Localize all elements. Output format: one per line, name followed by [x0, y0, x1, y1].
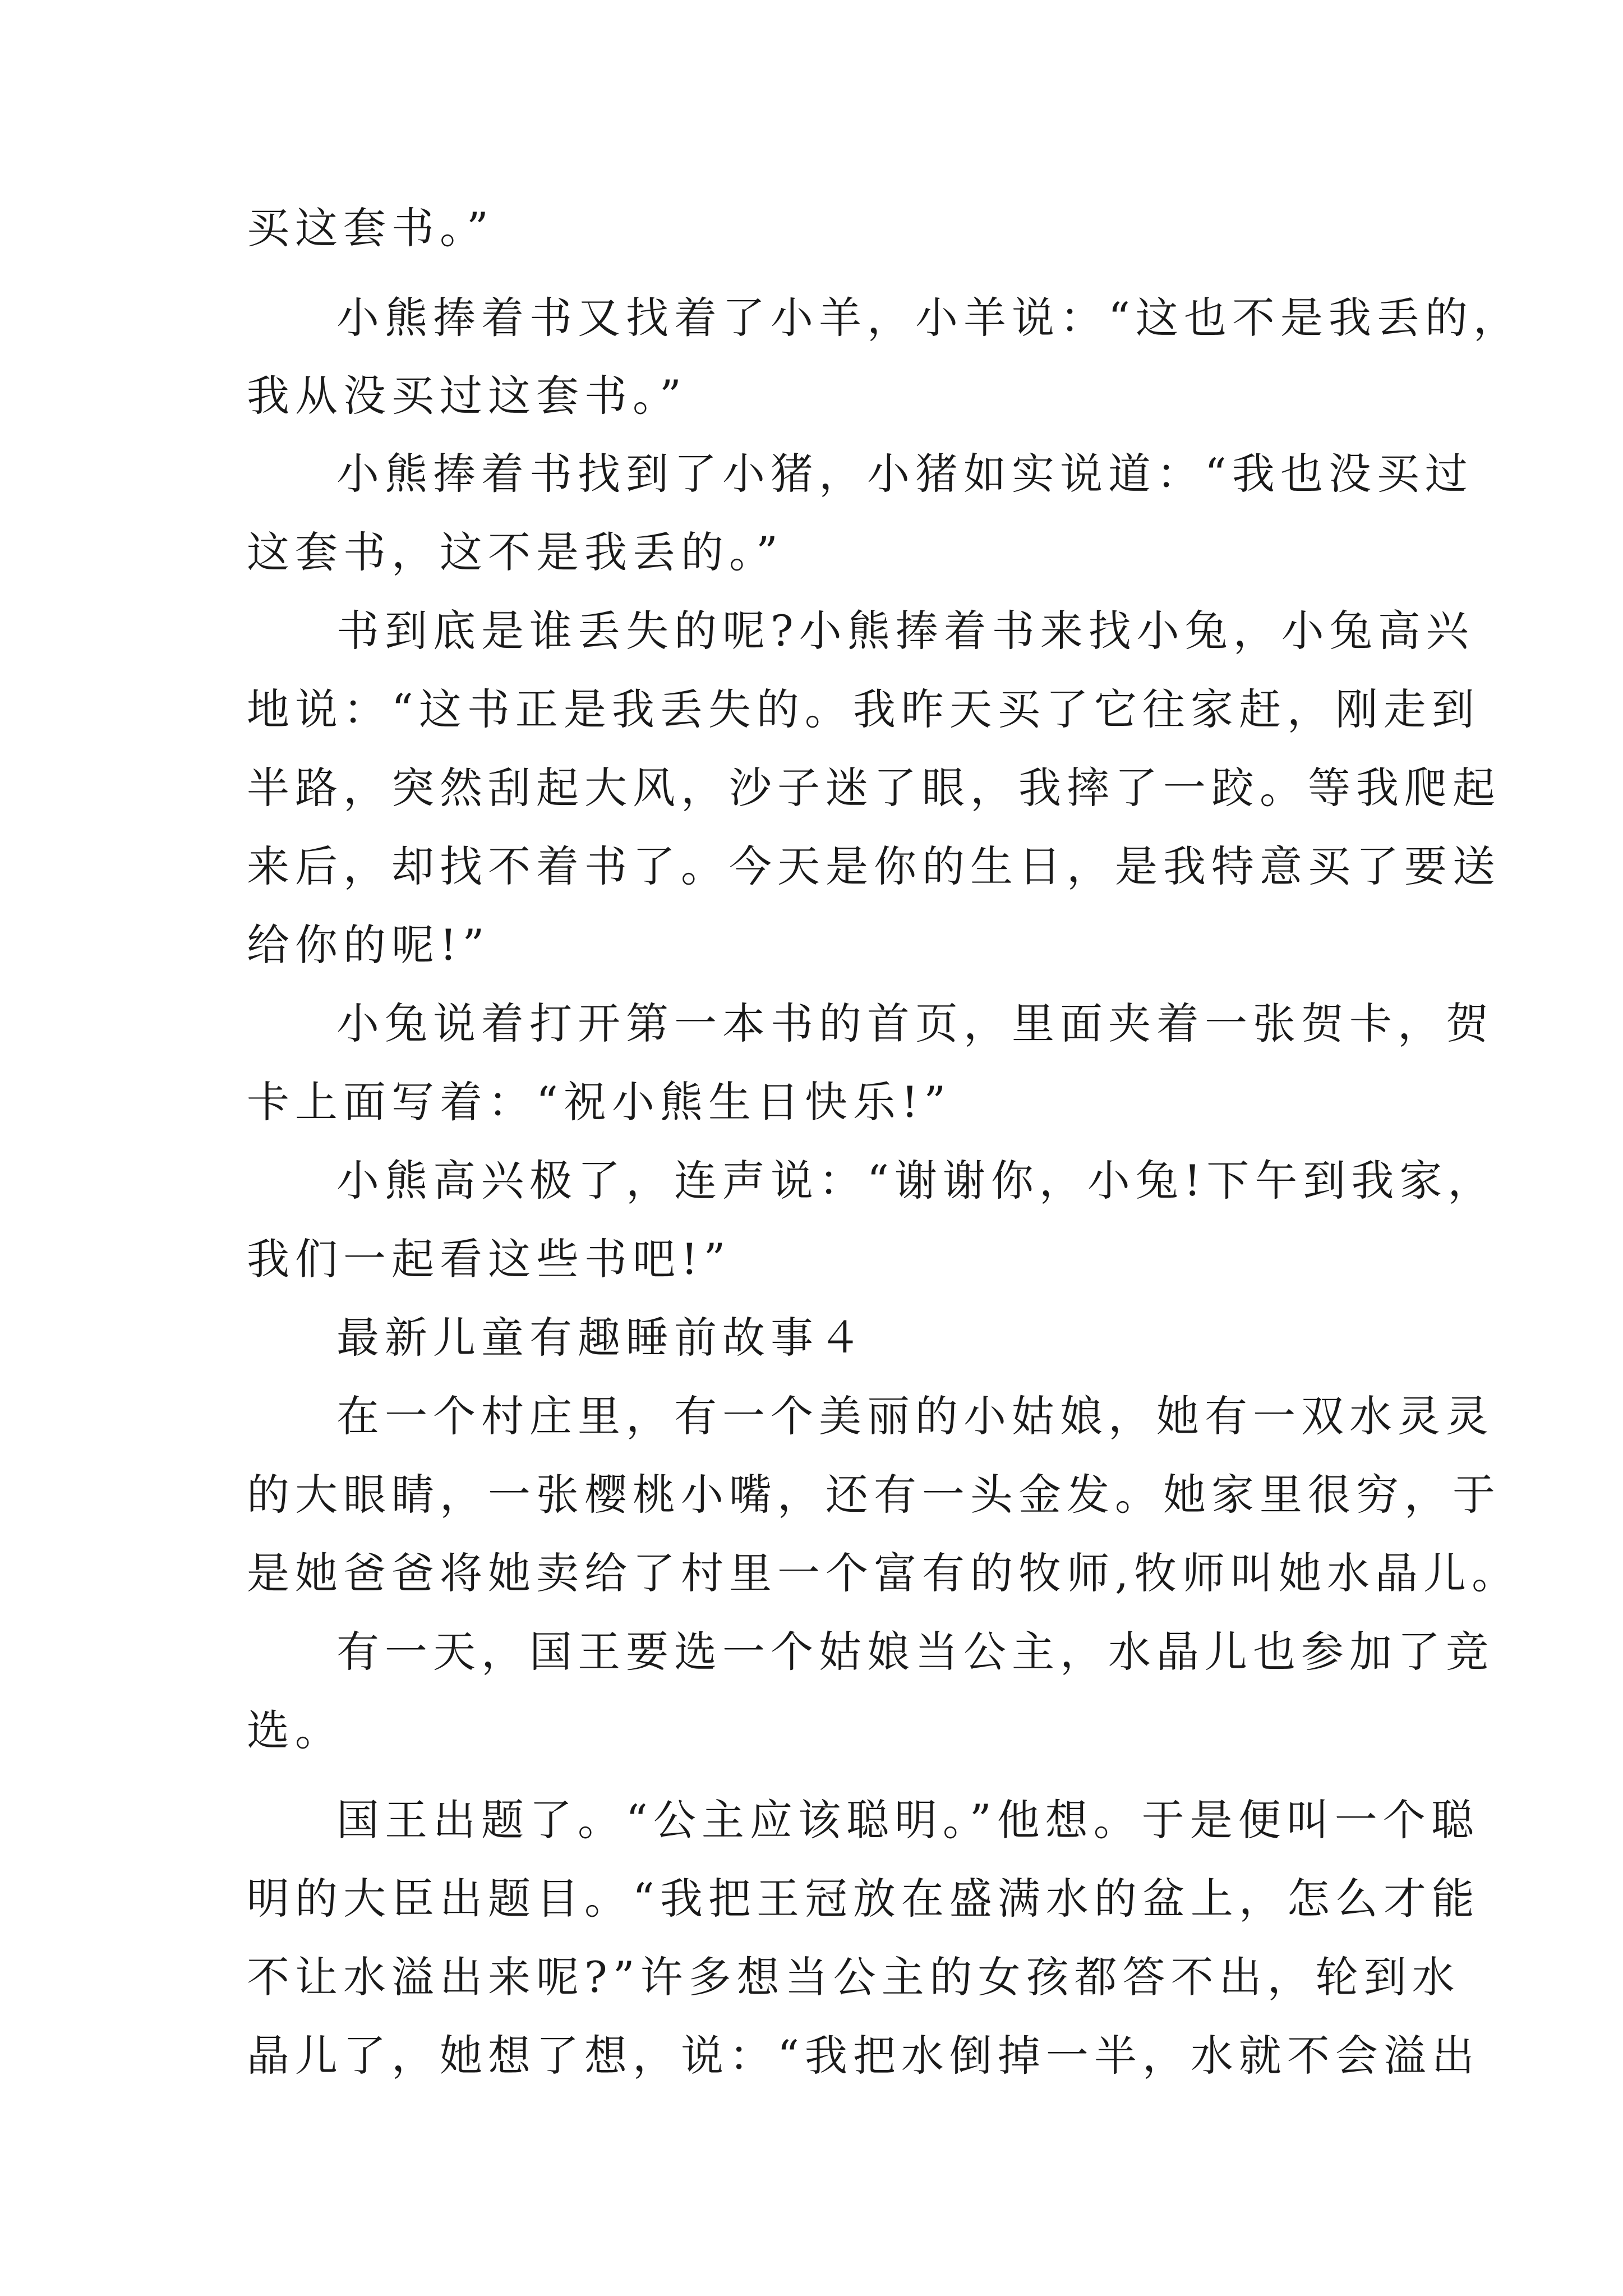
text-line: 我们一起看这些书吧!”	[247, 1234, 731, 1284]
text-line: 国王出题了。“公主应该聪明。”他想。于是便叫一个聪	[336, 1795, 1479, 1845]
text-line: 书到底是谁丢失的呢?小熊捧着书来找小兔，小兔高兴	[336, 606, 1474, 656]
text-line: 给你的呢!”	[247, 920, 490, 970]
text-line: 我从没买过这套书。”	[247, 371, 687, 421]
text-line: 是她爸爸将她卖给了村里一个富有的牧师,牧师叫她水晶儿。	[247, 1548, 1520, 1598]
text-line: 选。	[247, 1705, 343, 1755]
text-line: 明的大臣出题目。“我把王冠放在盛满水的盆上，怎么才能	[247, 1874, 1480, 1924]
text-line: 半路，突然刮起大风，沙子迷了眼，我摔了一跤。等我爬起	[247, 763, 1501, 813]
text-line: 晶儿了，她想了想，说：“我把水倒掉一半，水就不会溢出	[247, 2031, 1480, 2081]
text-line: 小熊捧着书又找着了小羊，小羊说：“这也不是我丢的，	[336, 293, 1521, 343]
text-line: 地说：“这书正是我丢失的。我昨天买了它往家赶，刚走到	[247, 684, 1480, 734]
text-line: 在一个村庄里，有一个美丽的小姑娘，她有一双水灵灵	[336, 1391, 1494, 1441]
text-line: 的大眼睛，一张樱桃小嘴，还有一头金发。她家里很穷，于	[247, 1470, 1501, 1520]
text-line: 不让水溢出来呢?”许多想当公主的女孩都答不出，轮到水	[247, 1952, 1460, 2002]
text-line: 小熊高兴极了，连声说：“谢谢你，小兔!下午到我家，	[336, 1156, 1496, 1205]
text-line: 这套书，这不是我丢的。”	[247, 527, 783, 577]
text-line: 买这套书。”	[247, 203, 494, 253]
text-line: 小熊捧着书找到了小猪，小猪如实说道：“我也没买过	[336, 449, 1473, 499]
text-line: 卡上面写着：“祝小熊生日快乐!”	[247, 1077, 952, 1127]
section-heading: 最新儿童有趣睡前故事４	[336, 1313, 867, 1363]
text-line: 来后，却找不着书了。今天是你的生日，是我特意买了要送	[247, 841, 1501, 891]
text-line: 有一天，国王要选一个姑娘当公主，水晶儿也参加了竞	[336, 1627, 1494, 1677]
text-line: 小兔说着打开第一本书的首页，里面夹着一张贺卡，贺	[336, 999, 1494, 1048]
